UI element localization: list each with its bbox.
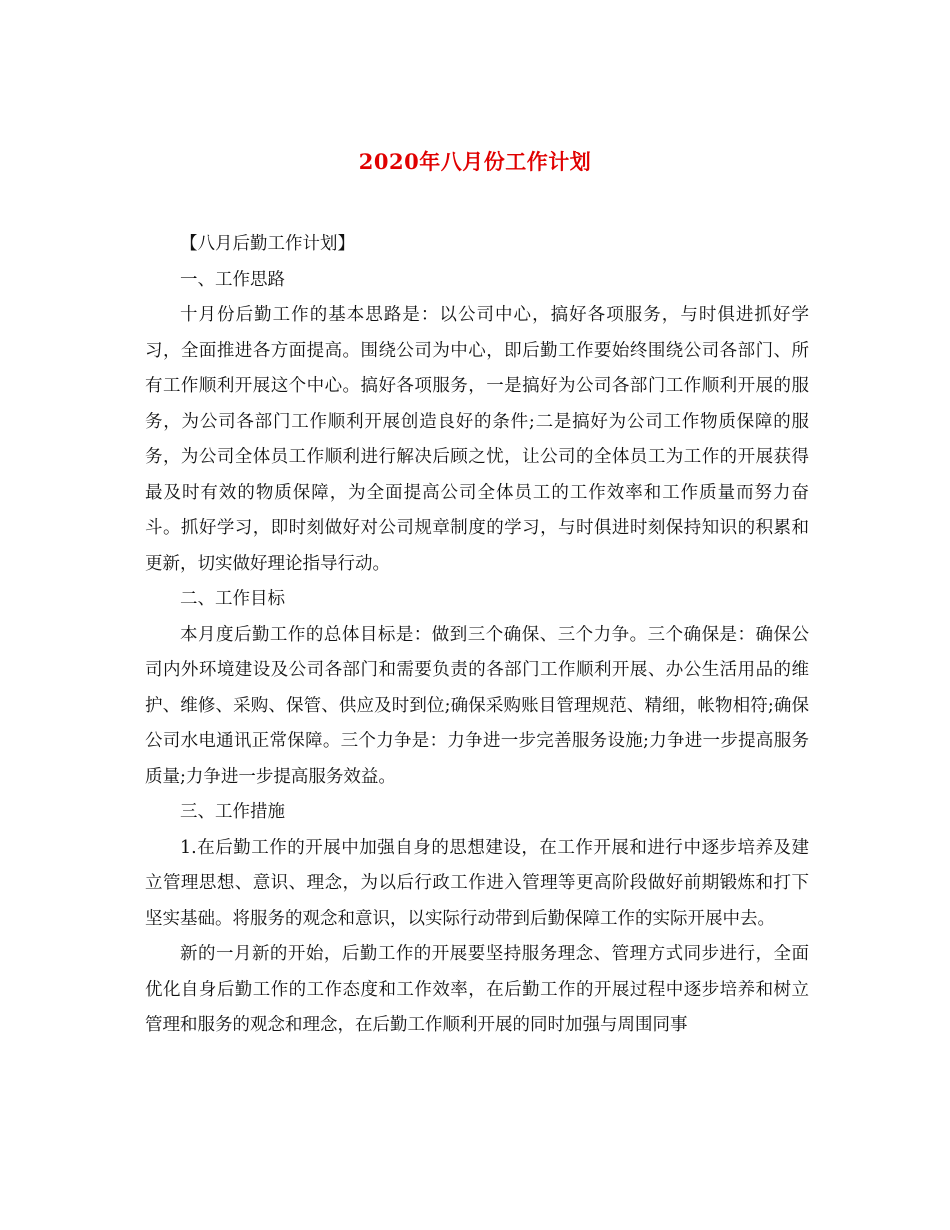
document-body [145,227,809,1044]
paragraph-approach: 十月份后勤工作的基本思路是：以公司中心，搞好各项服务，与时俱进抓好学习，全面推进各方面提高。围绕公司为中心，即后勤工作要始终围绕公司各部门、所有工作顺利开展这个中心。搞好各项服务，一是搞好为公司各部门工作顺利开展的服务，为公司各部门工作顺利开展创造良好的条件;二是搞好为公司工作物质保障的服务，为公司全体员工作顺利进行解决后顾之忧，让公司的全体员工为工作的开展获得最及时有效的物质保障，为全面提高公司全体员工的工作效率和工作质量而努力奋斗。抓好学习，即时刻做好对公司规章制度的学习，与时俱进时刻保持知识的积累和更新，切实做好理论指导行动。 [145,305,809,574]
paragraph-new-month: 新的一月新的开始，后勤工作的开展要坚持服务理念、管理方式同步进行，全面优化自身后勤工作的工作态度和工作效率，在后勤工作的开展过程中逐步培养和树立管理和服务的观念和理念，在后勤工作顺利开展的同时加强与周围同事 [145,944,809,1035]
paragraph-goals: 本月度后勤工作的总体目标是：做到三个确保、三个力争。三个确保是：确保公司内外环境建设及公司各部门和需要负责的各部门工作顺利开展、办公生活用品的维护、维修、采购、保管、供应及时到位;确保采购账目管理规范、精细，帐物相符;确保公司水电通讯正常保障。三个力争是：力争进一步完善服务设施;力争进一步提高服务质量;力争进一步提高服务效益。 [145,624,809,787]
section-heading-goals: 二、工作目标 [180,589,285,609]
section-heading-measures: 三、工作措施 [180,802,285,822]
paragraph-measure-1: 1.在后勤工作的开展中加强自身的思想建设，在工作开展和进行中逐步培养及建立管理思想、意识、理念，为以后行政工作进入管理等更高阶段做好前期锻炼和打下坚实基础。将服务的观念和意识，以实际行动带到后勤保障工作的实际开展中去。 [145,837,809,929]
section-heading-approach: 一、工作思路 [180,269,285,290]
document-title: 2020年八月份工作计划 [358,149,592,174]
section-heading-plan: 【八月后勤工作计划】 [180,234,355,254]
